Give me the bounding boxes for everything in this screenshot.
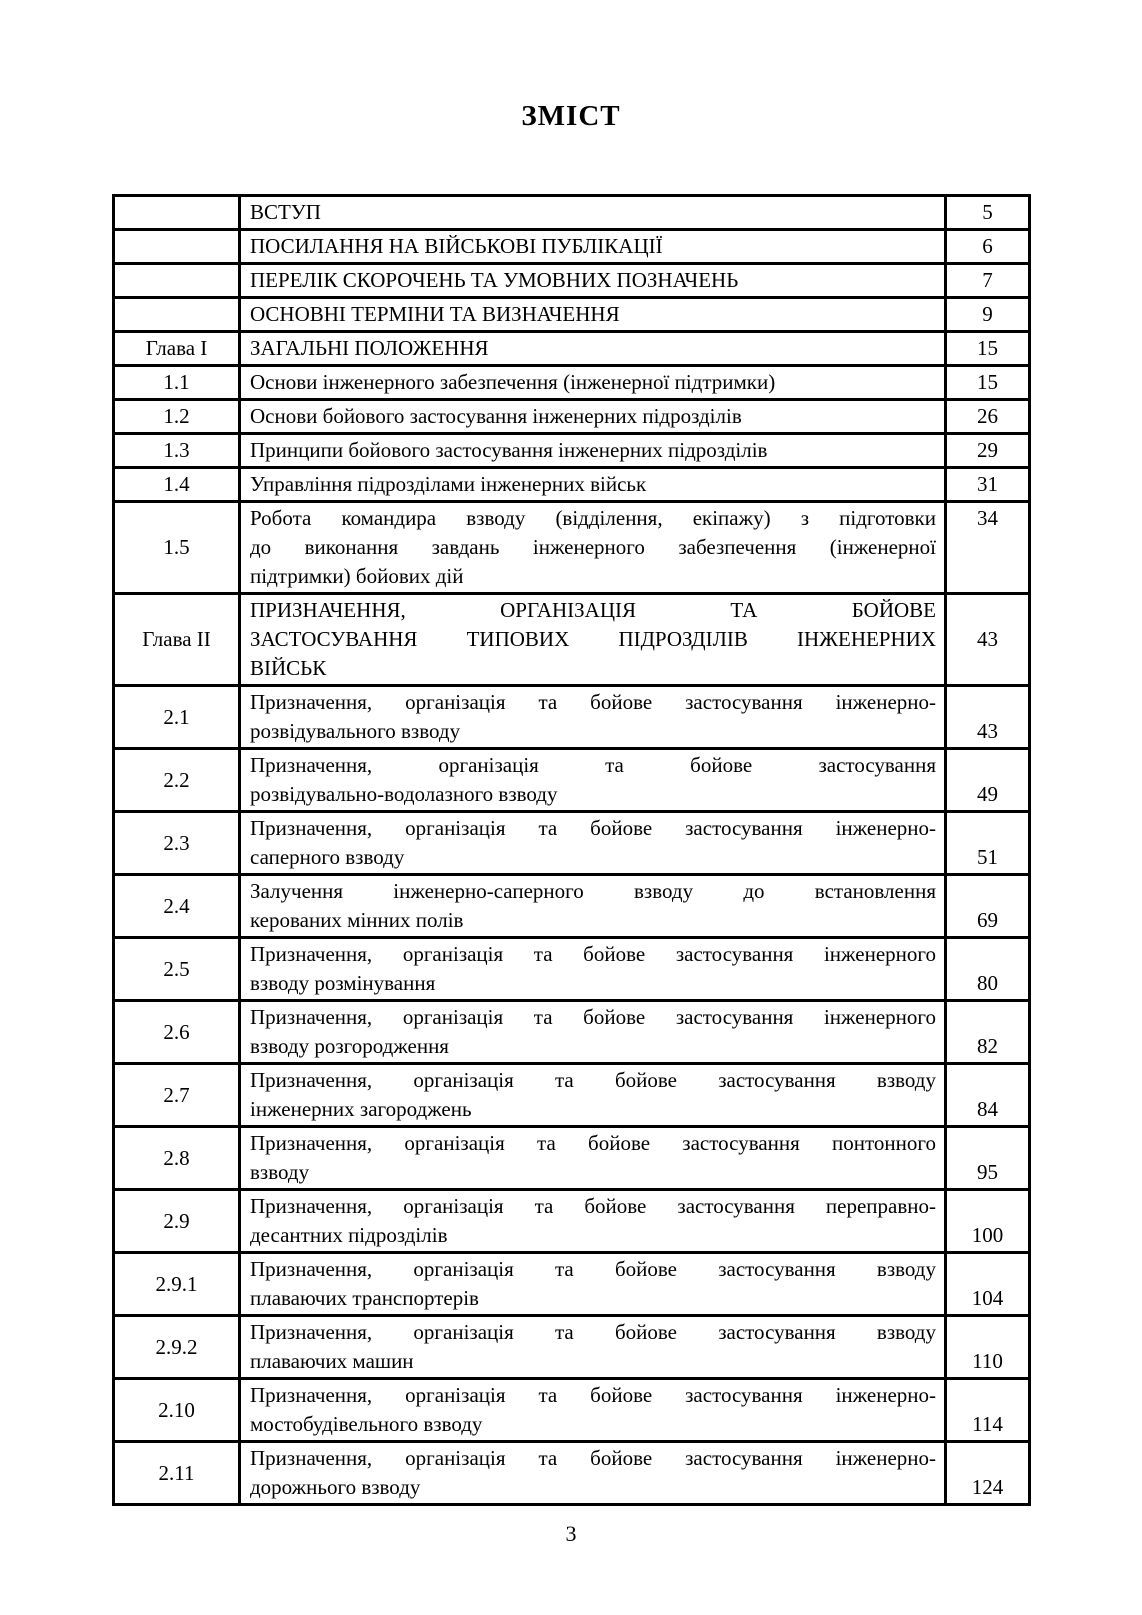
table-row: [114, 230, 1030, 264]
row-title-line: ЗАГАЛЬНІ ПОЛОЖЕННЯ: [250, 336, 489, 360]
row-title-line: ПРИЗНАЧЕННЯ, ОРГАНІЗАЦІЯ ТА БОЙОВЕ: [250, 598, 936, 622]
row-page-number: 110: [946, 1316, 1030, 1379]
table-row: [114, 400, 1030, 434]
row-title-line: ЗАСТОСУВАННЯ ТИПОВИХ ПІДРОЗДІЛІВ ІНЖЕНЕРНИХ: [250, 627, 936, 651]
row-title-line: взводу розмінування: [250, 971, 436, 995]
row-title: [240, 196, 946, 230]
table-row: [114, 938, 1030, 1001]
row-title-line: мостобудівельного взводу: [250, 1412, 483, 1436]
table-row: [114, 1316, 1030, 1379]
row-title-line: інженерних загороджень: [250, 1097, 472, 1121]
row-section-label: 2.9.1: [114, 1253, 240, 1316]
row-page-number: 114: [946, 1379, 1030, 1442]
table-row: [114, 264, 1030, 298]
row-page-number: 34: [946, 502, 1030, 594]
row-title: [240, 468, 946, 502]
row-title: [240, 400, 946, 434]
row-title-line: ПОСИЛАННЯ НА ВІЙСЬКОВІ ПУБЛІКАЦІЇ: [250, 234, 663, 258]
table-row: [114, 1001, 1030, 1064]
row-page-number: 31: [946, 468, 1030, 502]
row-title: [240, 938, 946, 1001]
table-row: [114, 1127, 1030, 1190]
row-title-line: Призначення, організація та бойове застосування взводу: [250, 1068, 936, 1092]
row-page-number: 7: [946, 264, 1030, 298]
row-title: [240, 230, 946, 264]
row-title-line: Призначення, організація та бойове застосування інженерно-: [250, 1383, 936, 1407]
row-page-number: 9: [946, 298, 1030, 332]
row-page-number: 6: [946, 230, 1030, 264]
row-title-line: саперного взводу: [250, 845, 405, 869]
row-title: [240, 1001, 946, 1064]
row-page-number: 29: [946, 434, 1030, 468]
row-section-label: 2.7: [114, 1064, 240, 1127]
row-title-line: ОСНОВНІ ТЕРМІНИ ТА ВИЗНАЧЕННЯ: [250, 302, 620, 326]
row-section-label: 1.5: [114, 502, 240, 594]
row-title-line: плаваючих машин: [250, 1349, 414, 1373]
row-page-number: 82: [946, 1001, 1030, 1064]
row-title: [240, 1379, 946, 1442]
row-page-number: 43: [946, 594, 1030, 686]
row-section-label: 2.3: [114, 812, 240, 875]
row-page-number: 100: [946, 1190, 1030, 1253]
row-title: [240, 1442, 946, 1505]
row-title: [240, 686, 946, 749]
row-title-line: десантних підрозділів: [250, 1223, 448, 1247]
row-page-number: 95: [946, 1127, 1030, 1190]
toc-table-body: [114, 196, 1030, 1505]
row-page-number: 43: [946, 686, 1030, 749]
row-title: [240, 875, 946, 938]
row-section-label: 2.10: [114, 1379, 240, 1442]
row-title-line: розвідувального взводу: [250, 719, 461, 743]
row-page-number: 80: [946, 938, 1030, 1001]
row-page-number: 69: [946, 875, 1030, 938]
row-page-number: 84: [946, 1064, 1030, 1127]
table-row: [114, 1442, 1030, 1505]
row-section-label: 2.9.2: [114, 1316, 240, 1379]
row-title: [240, 1190, 946, 1253]
row-title-line: розвідувально-водолазного взводу: [250, 782, 558, 806]
row-title: [240, 298, 946, 332]
row-section-label: 2.1: [114, 686, 240, 749]
row-section-label: 2.6: [114, 1001, 240, 1064]
table-row: [114, 434, 1030, 468]
table-row: [114, 332, 1030, 366]
table-row: [114, 686, 1030, 749]
row-title: [240, 1127, 946, 1190]
row-section-label: 2.9: [114, 1190, 240, 1253]
row-title: [240, 749, 946, 812]
row-title-line: ВІЙСЬК: [250, 656, 327, 680]
row-page-number: 26: [946, 400, 1030, 434]
row-title-line: Призначення, організація та бойове застосування: [250, 753, 936, 777]
row-title: [240, 1253, 946, 1316]
table-row: [114, 196, 1030, 230]
row-title-line: Призначення, організація та бойове застосування інженерно-: [250, 816, 936, 840]
page-title: ЗМІСТ: [521, 100, 621, 132]
row-page-number: 15: [946, 366, 1030, 400]
row-section-label: Глава I: [114, 332, 240, 366]
table-row: [114, 812, 1030, 875]
row-page-number: 15: [946, 332, 1030, 366]
row-section-label: 1.2: [114, 400, 240, 434]
row-title-line: Призначення, організація та бойове застосування інженерного: [250, 1005, 936, 1029]
row-page-number: 104: [946, 1253, 1030, 1316]
row-title: [240, 264, 946, 298]
row-title-line: до виконання завдань інженерного забезпечення (інженерної: [250, 535, 936, 559]
row-title-line: взводу: [250, 1160, 310, 1184]
row-title: [240, 502, 946, 594]
row-title: [240, 812, 946, 875]
table-row: [114, 298, 1030, 332]
table-row: [114, 366, 1030, 400]
table-row: [114, 1253, 1030, 1316]
row-page-number: 49: [946, 749, 1030, 812]
row-section-label: Глава II: [114, 594, 240, 686]
row-title-line: взводу розгородження: [250, 1034, 449, 1058]
row-title-line: Принципи бойового застосування інженерних підрозділів: [250, 438, 768, 462]
row-section-label: 2.4: [114, 875, 240, 938]
row-section-label: 2.11: [114, 1442, 240, 1505]
row-title-line: Призначення, організація та бойове застосування інженерно-: [250, 690, 936, 714]
table-row: [114, 1379, 1030, 1442]
row-title-line: підтримки) бойових дій: [250, 564, 464, 588]
row-title-line: Призначення, організація та бойове застосування переправно-: [250, 1194, 936, 1218]
table-row: [114, 749, 1030, 812]
table-row: [114, 502, 1030, 594]
row-section-label: 1.3: [114, 434, 240, 468]
row-title: [240, 434, 946, 468]
row-title-line: плаваючих транспортерів: [250, 1286, 479, 1310]
row-title: [240, 1316, 946, 1379]
row-title-line: Призначення, організація та бойове застосування взводу: [250, 1320, 936, 1344]
row-page-number: 5: [946, 196, 1030, 230]
row-title: [240, 366, 946, 400]
table-row: [114, 594, 1030, 686]
row-title-line: Основи бойового застосування інженерних підрозділів: [250, 404, 742, 428]
row-title: [240, 594, 946, 686]
page-number: 3: [565, 1521, 577, 1546]
row-title-line: ПЕРЕЛІК СКОРОЧЕНЬ ТА УМОВНИХ ПОЗНАЧЕНЬ: [250, 268, 739, 292]
row-section-label: [114, 196, 240, 230]
row-title: [240, 1064, 946, 1127]
row-section-label: [114, 264, 240, 298]
row-title-line: Основи інженерного забезпечення (інженерної підтримки): [250, 370, 776, 394]
row-title-line: Призначення, організація та бойове застосування інженерного: [250, 942, 936, 966]
row-title-line: Призначення, організація та бойове застосування понтонного: [250, 1131, 936, 1155]
row-page-number: 124: [946, 1442, 1030, 1505]
row-section-label: 2.2: [114, 749, 240, 812]
row-section-label: [114, 230, 240, 264]
row-title-line: Призначення, організація та бойове застосування інженерно-: [250, 1446, 936, 1470]
table-row: [114, 1190, 1030, 1253]
table-row: [114, 875, 1030, 938]
row-page-number: 51: [946, 812, 1030, 875]
row-title-line: Залучення інженерно-саперного взводу до встановлення: [250, 879, 936, 903]
row-title: [240, 332, 946, 366]
table-row: [114, 1064, 1030, 1127]
toc-table: [112, 194, 1031, 1506]
row-section-label: 1.4: [114, 468, 240, 502]
row-title-line: дорожнього взводу: [250, 1475, 421, 1499]
row-title-line: Управління підрозділами інженерних військ: [250, 472, 647, 496]
row-title-line: Призначення, організація та бойове застосування взводу: [250, 1257, 936, 1281]
row-title-line: керованих мінних полів: [250, 908, 464, 932]
row-section-label: 2.8: [114, 1127, 240, 1190]
row-section-label: 1.1: [114, 366, 240, 400]
row-title-line: ВСТУП: [250, 200, 321, 224]
row-section-label: 2.5: [114, 938, 240, 1001]
row-title-line: Робота командира взводу (відділення, екіпажу) з підготовки: [250, 506, 936, 530]
table-row: [114, 468, 1030, 502]
row-section-label: [114, 298, 240, 332]
